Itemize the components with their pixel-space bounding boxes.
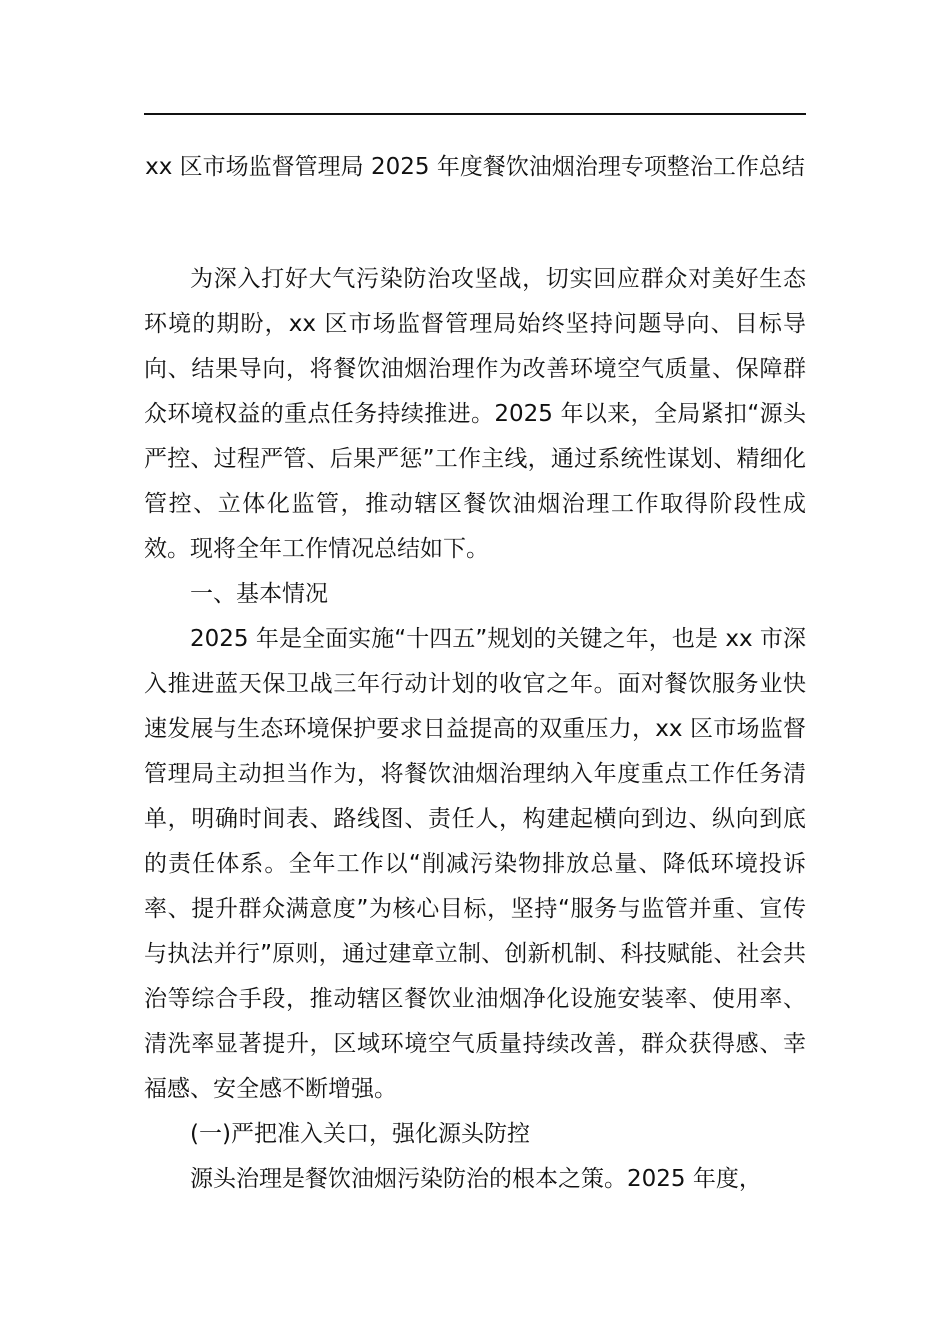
basic-situation-paragraph: 2025 年是全面实施“十四五”规划的关键之年，也是 xx 市深入推进蓝天保卫战三年行动计划的收官之年。面对餐饮服务业快速发展与生态环境保护要求日益提高的双重压力，xx 区市场监督管理局主动担当作为，将餐饮油烟治理纳入年度重点工作任务清单，明确时间表、路线图、责任人，构建起横向到边、纵向到底的责任体系。全年工作以“削减污染物排放总量、降低环境投诉率、提升群众满意度”为核心目标，坚持“服务与监管并重、宣传与执法并行”原则，通过建章立制、创新机制、科技赋能、社会共治等综合手段，推动辖区餐饮业油烟净化设施安装率、使用率、清洗率显著提升，区域环境空气质量持续改善，群众获得感、幸福感、安全感不断增强。 [144,626,806,1102]
subsection-heading-source-control: (一)严把准入关口，强化源头防控 [190,1121,530,1147]
document-body [144,257,806,1202]
section-heading-basic-situation: 一、基本情况 [190,581,328,607]
source-control-paragraph: 源头治理是餐饮油烟污染防治的根本之策。2025 年度， [190,1166,762,1192]
intro-paragraph: 为深入打好大气污染防治攻坚战，切实回应群众对美好生态环境的期盼，xx 区市场监督管理局始终坚持问题导向、目标导向、结果导向，将餐饮油烟治理作为改善环境空气质量、保障群众环境权益的重点任务持续推进。2025 年以来，全局紧扣“源头严控、过程严管、后果严惩”工作主线，通过系统性谋划、精细化管控、立体化监管，推动辖区餐饮油烟治理工作取得阶段性成效。现将全年工作情况总结如下。 [144,266,806,562]
header-rule [144,113,806,115]
document-title: xx 区市场监督管理局 2025 年度餐饮油烟治理专项整治工作总结 [145,154,805,180]
